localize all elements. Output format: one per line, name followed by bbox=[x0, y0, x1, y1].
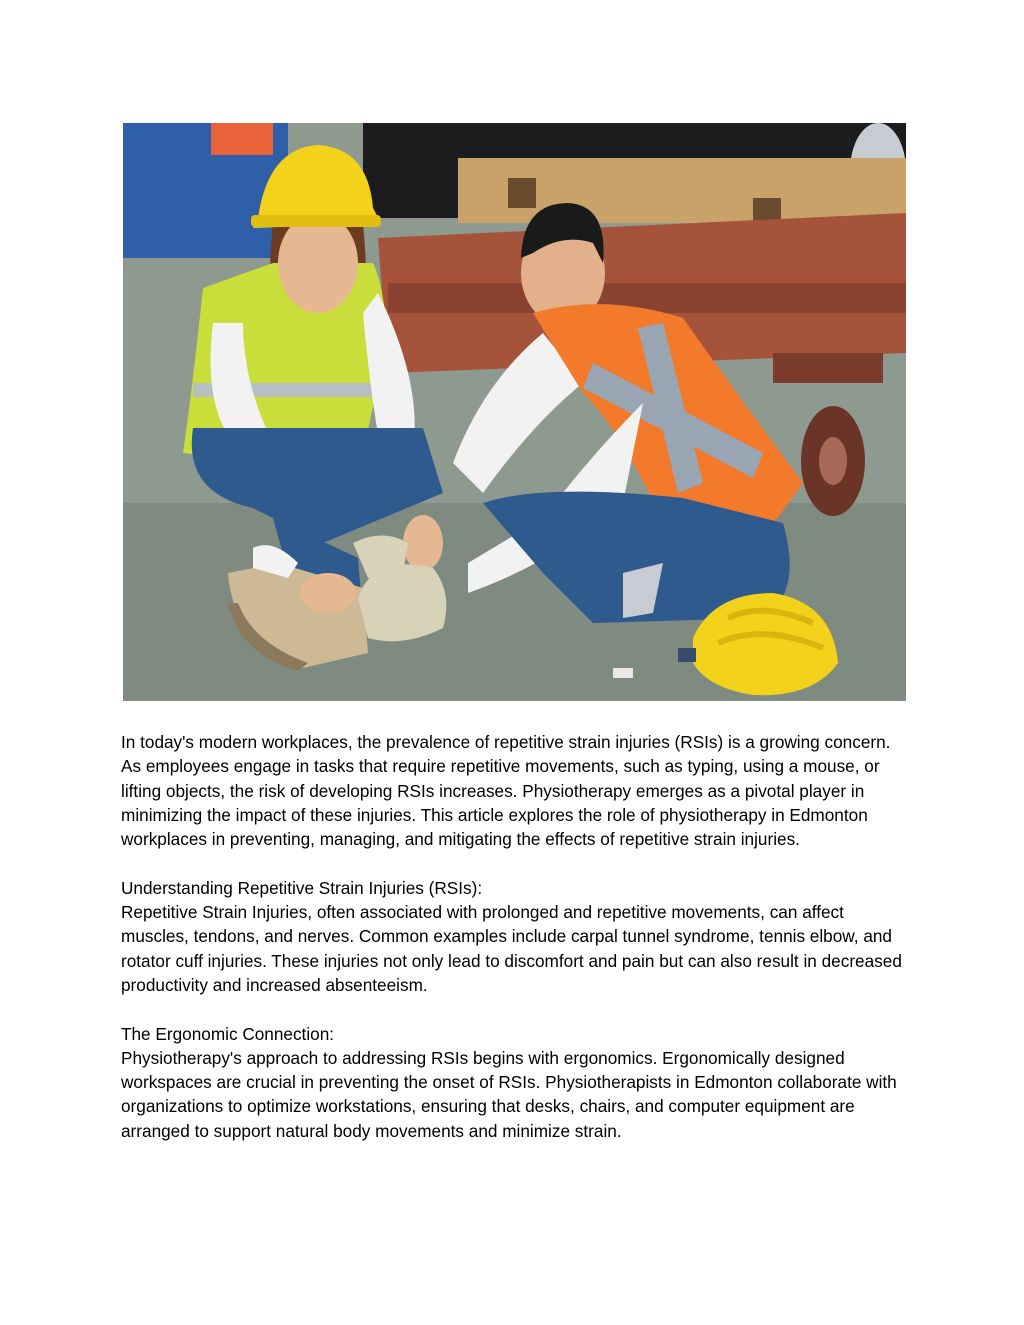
cart-beam bbox=[388, 283, 906, 313]
photo-illustration bbox=[123, 123, 906, 701]
intro-paragraph: In today's modern workplaces, the prevalence of repetitive strain injuries (RSIs) is a growing concern. As employees engage in tasks that require repetitive movements, such as typing, using a mouse, or lifting objects, the risk of developing RSIs increases. Physiotherapy emerges as a pivotal player in minimizing the impact of these injuries. This article explores the role of physiotherapy in Edmonton workplaces in preventing, managing, and mitigating the effects of repetitive strain injuries. bbox=[121, 732, 891, 850]
section-heading-rsi: Understanding Repetitive Strain Injuries (RSIs): bbox=[121, 877, 483, 898]
section-heading-ergonomic: The Ergonomic Connection: bbox=[121, 1023, 335, 1044]
woman-hat-brim bbox=[251, 215, 381, 227]
floor-debris-2 bbox=[678, 648, 696, 662]
section-body-ergonomic: Physiotherapy's approach to addressing RSIs begins with ergonomics. Ergonomically designed workspaces are crucial in preventing the onset of RSIs. Physiotherapists in Edmonton collaborate with organizations to optimize workstations, ensuring that desks, chairs, and computer equipment are arranged to support natural body movements and minimize strain. bbox=[121, 1047, 897, 1141]
floor-debris bbox=[613, 668, 633, 678]
section-body-rsi: Repetitive Strain Injuries, often associated with prolonged and repetitive movements, can affect muscles, tendons, and nerves. Common examples include carpal tunnel syndrome, tennis elbow, and rotator cuff injuries. These injuries not only lead to discomfort and pain but can also result in decreased productivity and increased absenteeism. bbox=[121, 902, 902, 995]
woman-face bbox=[278, 213, 358, 313]
machine-label bbox=[211, 123, 273, 155]
timber-slot-1 bbox=[508, 178, 536, 208]
wheel-hub bbox=[819, 437, 847, 485]
cart-base bbox=[773, 353, 883, 383]
workplace-injury-photo bbox=[123, 123, 906, 701]
section-ergonomic bbox=[121, 1022, 911, 1143]
article-body bbox=[121, 730, 911, 1167]
woman-hand-left bbox=[300, 573, 356, 613]
section-rsi bbox=[121, 876, 911, 997]
woman-hand-right bbox=[403, 515, 443, 571]
